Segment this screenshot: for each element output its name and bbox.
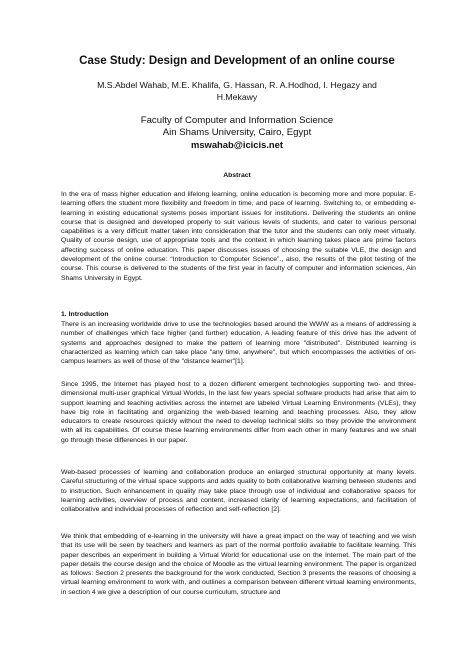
- affiliation-block: [0, 115, 474, 151]
- abstract-heading: Abstract: [223, 172, 251, 179]
- author-list: [75, 80, 399, 103]
- authors-line-2: H.Mekawy: [216, 91, 258, 102]
- authors-line-1: M.S.Abdel Wahab, M.E. Khalifa, G. Hassan, R. A.Hodhod, I. Hegazy and: [97, 80, 377, 90]
- intro-paragraph-2: Since 1995, the Internet has played host to a dozen different emergent technologies supporting two- and three-dimensional multi-user graphical Virtual Worlds, In the last few years special software products had arise that aim to support learning and teaching activities across the internet are labeled Virtual Learning Environments (VLEs), they have big role in facilitating and organizing the web-based learning and teaching processes. Also, they allow educators to create resources quickly without the need to develop technical skills so they provide the environment with all its capabilities. Of course these learning environments differ from each other in many features and we shall go through these differences in our paper.: [61, 381, 416, 444]
- paper-title: Case Study: Design and Development of an online course: [79, 55, 395, 67]
- abstract-text: In the era of mass higher education and lifelong learning, online education is becoming more and more popular. E-learning offers the student more flexibility and freedom in time, and pace of learning. Switching to, or embedding e-learning in existing educational systems poses important issues for institutions. Delivering the students an online course that is designed and developed properly to suit various levels of students, and cater to various personal capabilities is a very difficult matter taken into consideration that the tutor and the students can only meet virtually. Quality of course design, use of appropriate tools and the context in which learning takes place are prime factors affecting success of online education. This paper discusses issues of choosing the suitable VLE, the design and development of the online course: “Introduction to Computer Science”., also, the results of the pilot testing of the course. This course is delivered to the students of the first year in faculty of computer and information sciences, Ain Shams University in Egypt.: [61, 191, 416, 282]
- affiliation-university: Ain Shams University, Cairo, Egypt: [162, 127, 312, 138]
- section-1-heading: 1. Introduction: [61, 311, 109, 318]
- author-email: mswahab@icicis.net: [191, 139, 283, 150]
- intro-paragraph-4: We think that embedding of e-learning in the university will have a great impact on the way of teaching and we wish that its use will be seen by teachers and learners as part of the normal portfolio available to facilitate learning. This paper describes an experiment in building a Virtual World for educational use on the Internet. The main part of the paper details the course design and the choice of Moodle as the virtual learning environment. The paper is organized as follows: Section 2 presents the background for the work conducted, Section 3 presents the reasons of choosing a virtual learning environment to work with, and outlines a comparison between different virtual learning environments, in section 4 we give a description of our course curriculum, structure and: [61, 533, 416, 596]
- intro-paragraph-3: Web-based processes of learning and collaboration produce an enlarged structural opportunity at many levels. Careful structuring of the virtual space supports and adds quality to both collaborative learning between students and to instruction. Such enhancement in quality may take place through use of individual and collaborative spaces for learning activities, overview of process and content, increased clarity of learning expectations, and facilitation of collaborative and individual processes of reflection and self-reflection [2].: [61, 469, 416, 514]
- affiliation-faculty: Faculty of Computer and Information Science: [140, 115, 334, 126]
- intro-paragraph-1: There is an increasing worldwide drive to use the technologies based around the WWW as a means of addressing a number of challenges which face higher (and further) education, A leading feature of this drive has the advent of systems and approaches designed to make the pattern of learning more "distributed". Distributed learning is characterized as learning which can take place "any time, anywhere", but which encompasses the activities of on-campus learners as well of those of the "distance learner"[1].: [61, 321, 416, 366]
